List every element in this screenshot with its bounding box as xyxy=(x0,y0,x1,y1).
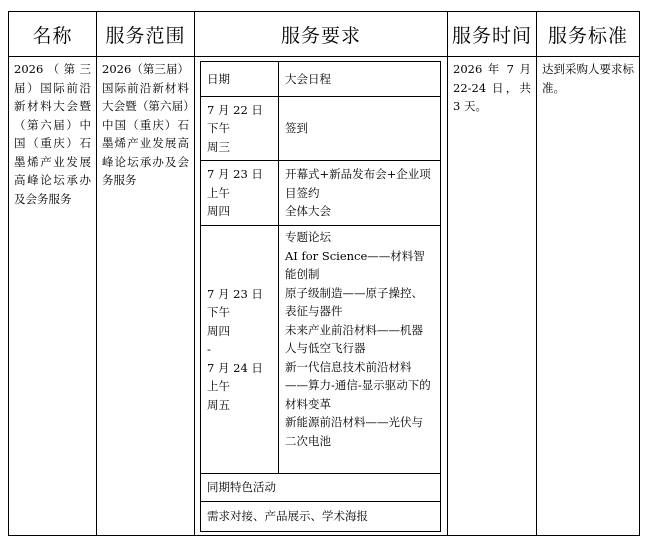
date-line: 7 月 22 日 xyxy=(207,102,263,117)
forum-item: AI for Science——材料智能创制 xyxy=(285,248,425,281)
requirements-cell xyxy=(195,57,448,536)
name-cell: 2026（第三届）国际前沿新材料大会暨（第六届）中国（重庆）石墨烯产业发展高峰论坛承办及会务服务 xyxy=(9,57,97,536)
header-requirements: 服务要求 xyxy=(195,12,448,57)
date-line: 7 月 23 日 xyxy=(207,286,263,301)
schedule-table xyxy=(200,61,441,532)
date-line: 7 月 23 日 xyxy=(207,167,263,182)
header-name: 名称 xyxy=(9,12,97,57)
schedule-row2-date xyxy=(201,161,279,226)
date-line: 上午 xyxy=(207,185,230,200)
schedule-row1-date xyxy=(201,97,279,161)
forum-item: 新一代信息技术前沿材料——算力-通信-显示驱动下的材料变革 xyxy=(285,359,431,411)
agenda-line: 开幕式+新品发布会+企业项目签约 xyxy=(285,167,431,200)
date-line: 周三 xyxy=(207,139,230,154)
scope-cell: 2026（第三届）国际前沿新材料大会暨（第六届）中国（重庆）石墨烯产业发展高峰论坛承办及会务服务 xyxy=(97,57,195,536)
time-cell: 2026 年 7 月 22-24 日，共 3 天。 xyxy=(448,57,537,536)
date-line: 上午 xyxy=(207,379,230,394)
date-line: 周五 xyxy=(207,397,230,412)
schedule-row3-date xyxy=(201,226,279,474)
date-line: 周四 xyxy=(207,323,230,338)
schedule-row2-agenda xyxy=(279,161,441,226)
date-line: - xyxy=(207,342,211,357)
header-standard: 服务标准 xyxy=(537,12,640,57)
special-activities-items: 需求对接、产品展示、学术海报 xyxy=(201,502,441,532)
schedule-date-header: 日期 xyxy=(201,62,279,97)
date-line: 下午 xyxy=(207,121,230,136)
agenda-line: 全体大会 xyxy=(285,204,331,219)
schedule-row3-agenda xyxy=(279,226,441,474)
schedule-row1-agenda: 签到 xyxy=(279,97,441,161)
special-activities-title: 同期特色活动 xyxy=(201,474,441,502)
schedule-agenda-header: 大会日程 xyxy=(279,62,441,97)
date-line: 7 月 24 日 xyxy=(207,360,263,375)
forum-item: 新能源前沿材料——光伏与二次电池 xyxy=(285,415,423,448)
date-line: 周四 xyxy=(207,204,230,219)
header-scope: 服务范围 xyxy=(97,12,195,57)
date-line: 下午 xyxy=(207,305,230,320)
header-time: 服务时间 xyxy=(448,12,537,57)
service-table xyxy=(8,11,640,536)
forum-title: 专题论坛 xyxy=(285,230,331,244)
standard-cell: 达到采购人要求标准。 xyxy=(537,57,640,536)
forum-item: 原子级制造——原子操控、表征与器件 xyxy=(285,285,423,318)
forum-item: 未来产业前沿材料——机器人与低空飞行器 xyxy=(285,322,423,355)
